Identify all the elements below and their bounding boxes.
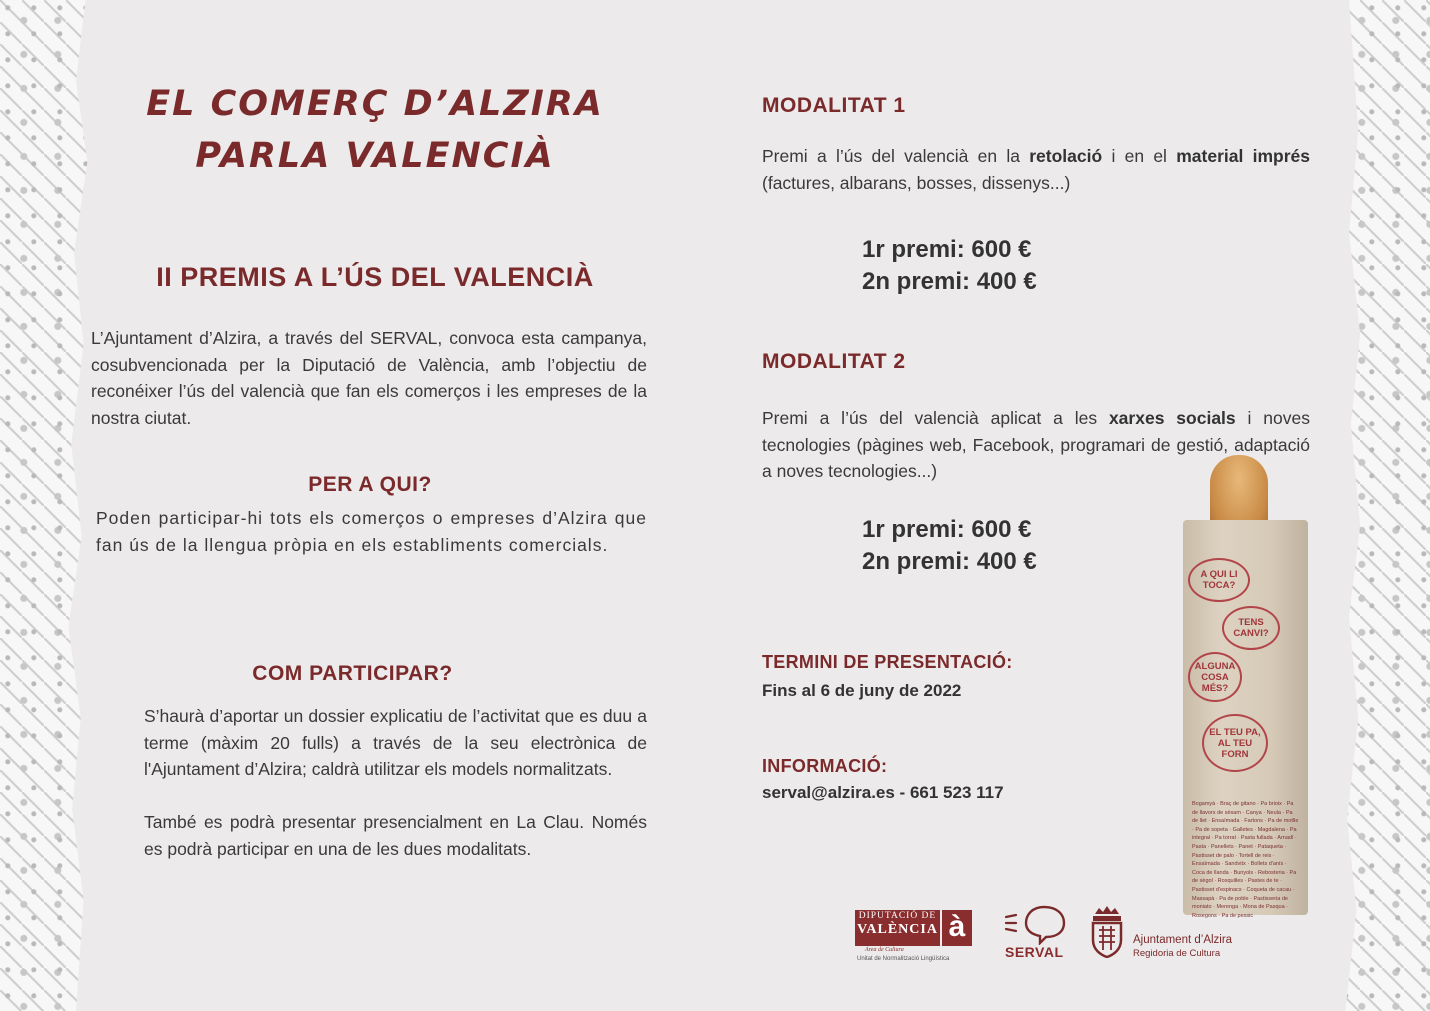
bag-bubble-4: EL TEU PA, AL TEU FORN <box>1202 714 1268 772</box>
diputacio-logo <box>855 910 973 965</box>
per-a-qui-text: Poden participar-hi tots els comerços o empreses d’Alzira que fan ús de la llengua pròpia en els establiments comercials. <box>96 508 647 555</box>
doodle-pattern-left <box>0 0 95 1011</box>
diputacio-a-icon: à <box>942 910 972 946</box>
doodle-pattern-right <box>1338 0 1430 1011</box>
com-participar-text-1: S’haurà d’aportar un dossier explicatiu de l’activitat que es duu a terme (màxim 20 fulls) a través de la seu electrònica de l'Ajuntament d’Alzira; caldrà utilitzar els models normalitzats. <box>144 706 647 779</box>
informacio-text[interactable]: serval@alzira.es - 661 523 117 <box>762 783 1004 802</box>
bag-bread-list: Bogamyà · Braç de gitano · Pa brioix · Pa de llavors de sèsam · Canya · Neula · Pa de llet · Ensaïmada · Fartons · Pa de motlle · Pa de sopeta · Galletes · Magdalena · Pa integral · Pa torrat · Pasta fullada · Arnadí · Pasta · Panellets · Panet · Pataqueta · Pastisset de palo · Tortell de reis · Ensaïmada · Sandvitx · Bollets d'anís · Coca de llanda · Bunyols · Rebosteria · Pa de sègol · Rosquilles · Pastes de te · Pastisset d'espinacs · Coqueta de cacau · Massapà · Pa de poble · Pastisseria de moniato · Merenga · Mona de Pasqua · Rosegons · Pa de pessic <box>1192 801 1299 919</box>
serval-text: SERVAL <box>1005 944 1064 960</box>
diputacio-line-1: DIPUTACIÓ DE <box>858 911 937 921</box>
termini-heading: TERMINI DE PRESENTACIÓ: <box>762 652 1013 672</box>
modalitat-2-prizes <box>862 514 1037 578</box>
modalitat-1-bold-a: retolació <box>1029 146 1103 166</box>
modalitat-1-text-a: Premi a l’ús del valencià en la <box>762 146 1030 166</box>
modalitat-1-bold-b: material imprés <box>1176 146 1310 166</box>
per-a-qui-heading: PER A QUI? <box>308 473 432 496</box>
page-title <box>95 78 655 182</box>
com-participar-heading: COM PARTICIPAR? <box>252 662 453 685</box>
ajuntament-subtitle: Regidoria de Cultura <box>1133 948 1221 959</box>
title-line-2: PARLA VALENCIÀ <box>195 136 555 176</box>
informacio-heading: INFORMACIÓ: <box>762 756 888 776</box>
modalitat-1-prize-1: 1r premi: 600 € <box>862 236 1032 263</box>
diputacio-line-2: VALÈNCIA <box>857 922 938 937</box>
ajuntament-logo <box>1087 906 1247 961</box>
modalitat-2-bold-a: xarxes socials <box>1108 408 1236 428</box>
modalitat-1-text-c: (factures, albarans, bosses, dissenys...) <box>762 172 1071 193</box>
bag-bubble-1: A QUI LI TOCA? <box>1188 558 1250 602</box>
modalitat-1-prizes <box>862 234 1037 298</box>
modalitat-2-heading: MODALITAT 2 <box>762 350 906 373</box>
modalitat-1-heading: MODALITAT 1 <box>762 94 906 117</box>
serval-speech-icon <box>1002 903 1070 945</box>
modalitat-1-prize-2: 2n premi: 400 € <box>862 268 1037 295</box>
modalitat-2-prize-2: 2n premi: 400 € <box>862 548 1037 575</box>
bag-bubble-3: ALGUNA COSA MÉS? <box>1188 652 1242 702</box>
modalitat-2-text-b: i noves tecnologies (pàgines web, Facebook, programari de gestió, adaptació a noves tecnologies...) <box>762 408 1310 481</box>
modalitat-1-text <box>762 143 1310 196</box>
termini-text: Fins al 6 de juny de 2022 <box>762 681 962 700</box>
city-coat-of-arms-icon <box>1087 906 1127 958</box>
page-subtitle: II PREMIS A L’ÚS DEL VALENCIÀ <box>156 262 594 292</box>
bag-bubble-2: TENS CANVI? <box>1222 606 1280 650</box>
ajuntament-name: Ajuntament d’Alzira <box>1133 934 1233 946</box>
diputacio-box <box>855 910 940 946</box>
modalitat-2-prize-1: 1r premi: 600 € <box>862 516 1032 543</box>
title-line-1: EL COMERÇ D’ALZIRA <box>146 84 604 124</box>
modalitat-2-text-a: Premi a l’ús del valencià aplicat a les <box>762 408 1109 428</box>
modalitat-1-text-b: i en el <box>1102 146 1177 166</box>
diputacio-unit: Unitat de Normalització Lingüística <box>857 956 950 962</box>
serval-logo <box>1002 903 1070 963</box>
com-participar-text-2: També es podrà presentar presencialment en La Clau. Només es podrà participar en una de les dues modalitats. <box>144 812 647 859</box>
diputacio-area: Àrea de Cultura <box>865 947 904 953</box>
intro-paragraph: L’Ajuntament d’Alzira, a través del SERVAL, convoca esta campanya, cosubvencionada per la Diputació de València, amb l’objectiu de reconéixer l’ús del valencià que fan els comerços i les empreses de la nostra ciutat. <box>91 328 647 428</box>
